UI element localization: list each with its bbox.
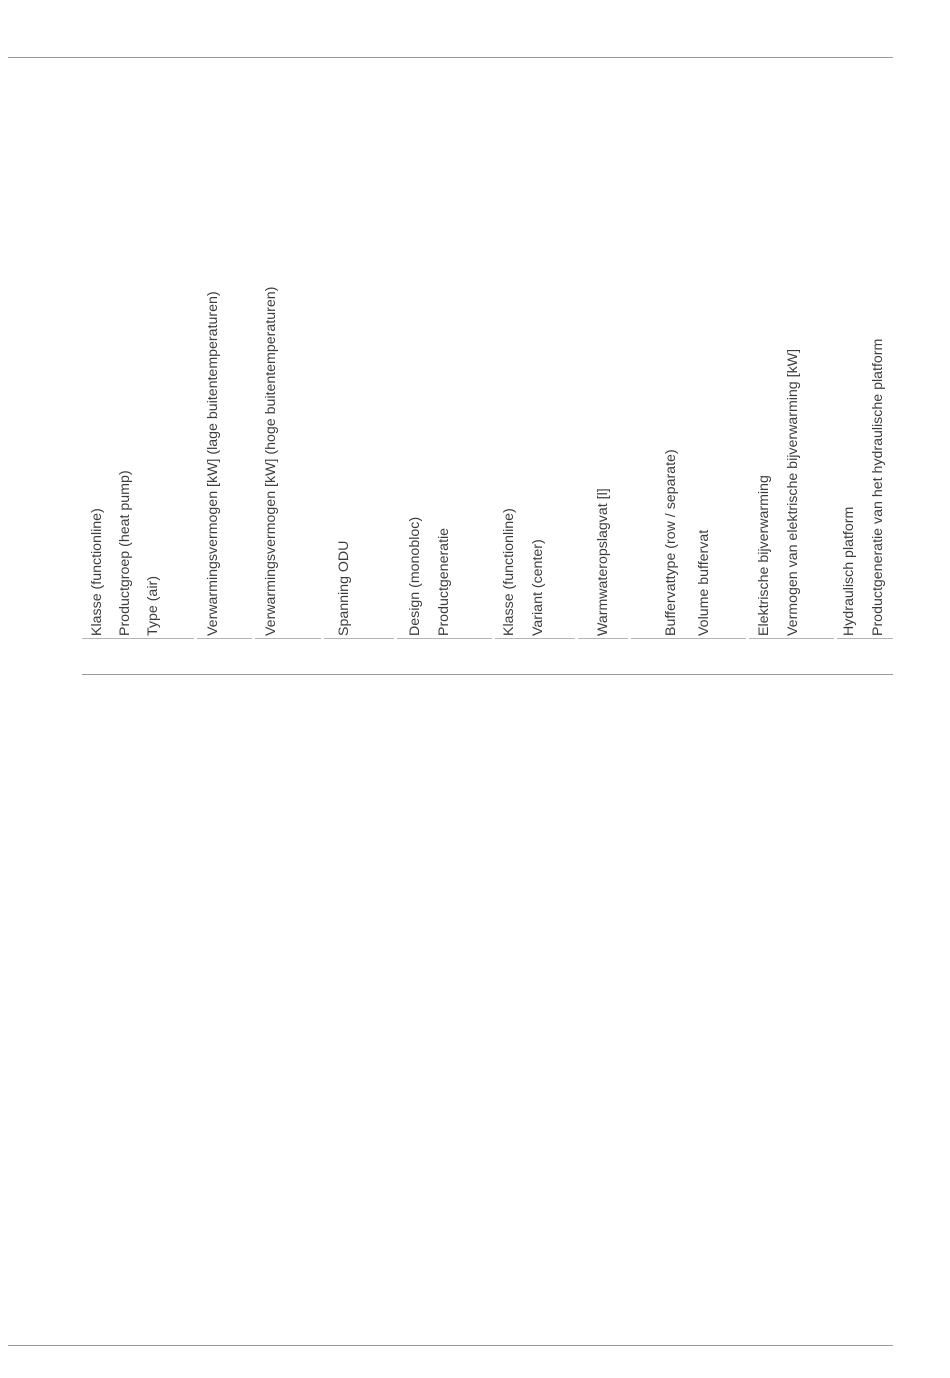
type-code-table <box>82 60 893 680</box>
label-text: Type (air) <box>145 576 161 636</box>
group-separator <box>324 638 394 639</box>
label-text: Productgeneratie <box>436 527 452 636</box>
group-separator <box>495 638 575 639</box>
group-separator <box>82 638 194 639</box>
label-text: Productgroep (heat pump) <box>117 470 133 636</box>
group-separator <box>631 638 746 639</box>
label-text: Variant (center) <box>530 539 546 636</box>
label-text: Verwarmingsvermogen [kW] (hoge buitentemperaturen) <box>263 286 279 636</box>
label-text: Volume buffervat <box>696 529 712 636</box>
label-text: Spanning ODU <box>336 540 352 636</box>
header-rule <box>8 57 893 58</box>
group-separator <box>255 638 321 639</box>
group-separator <box>197 638 252 639</box>
group-separator <box>578 638 628 639</box>
label-text: Klasse (functionline) <box>501 508 517 636</box>
table-baseline <box>82 674 893 675</box>
label-text: Productgeneratie van het hydraulische platform <box>870 338 886 636</box>
label-text: Design (monobloc) <box>407 516 423 636</box>
footer-rule <box>8 1345 893 1346</box>
group-separator <box>749 638 834 639</box>
label-text: Buffervattype (row / separate) <box>663 449 679 636</box>
label-text: Elektrische bijverwarming <box>756 475 772 636</box>
label-text: Hydraulisch platform <box>841 506 857 636</box>
label-text: Klasse (functionline) <box>89 508 105 636</box>
label-text: Verwarmingsvermogen [kW] (lage buitentemperaturen) <box>205 291 221 636</box>
group-separator <box>397 638 492 639</box>
label-text: Warmwateropslagvat [l] <box>595 488 611 636</box>
group-separator <box>837 638 893 639</box>
label-text: Vermogen van elektrische bijverwarming [kW] <box>785 348 801 636</box>
